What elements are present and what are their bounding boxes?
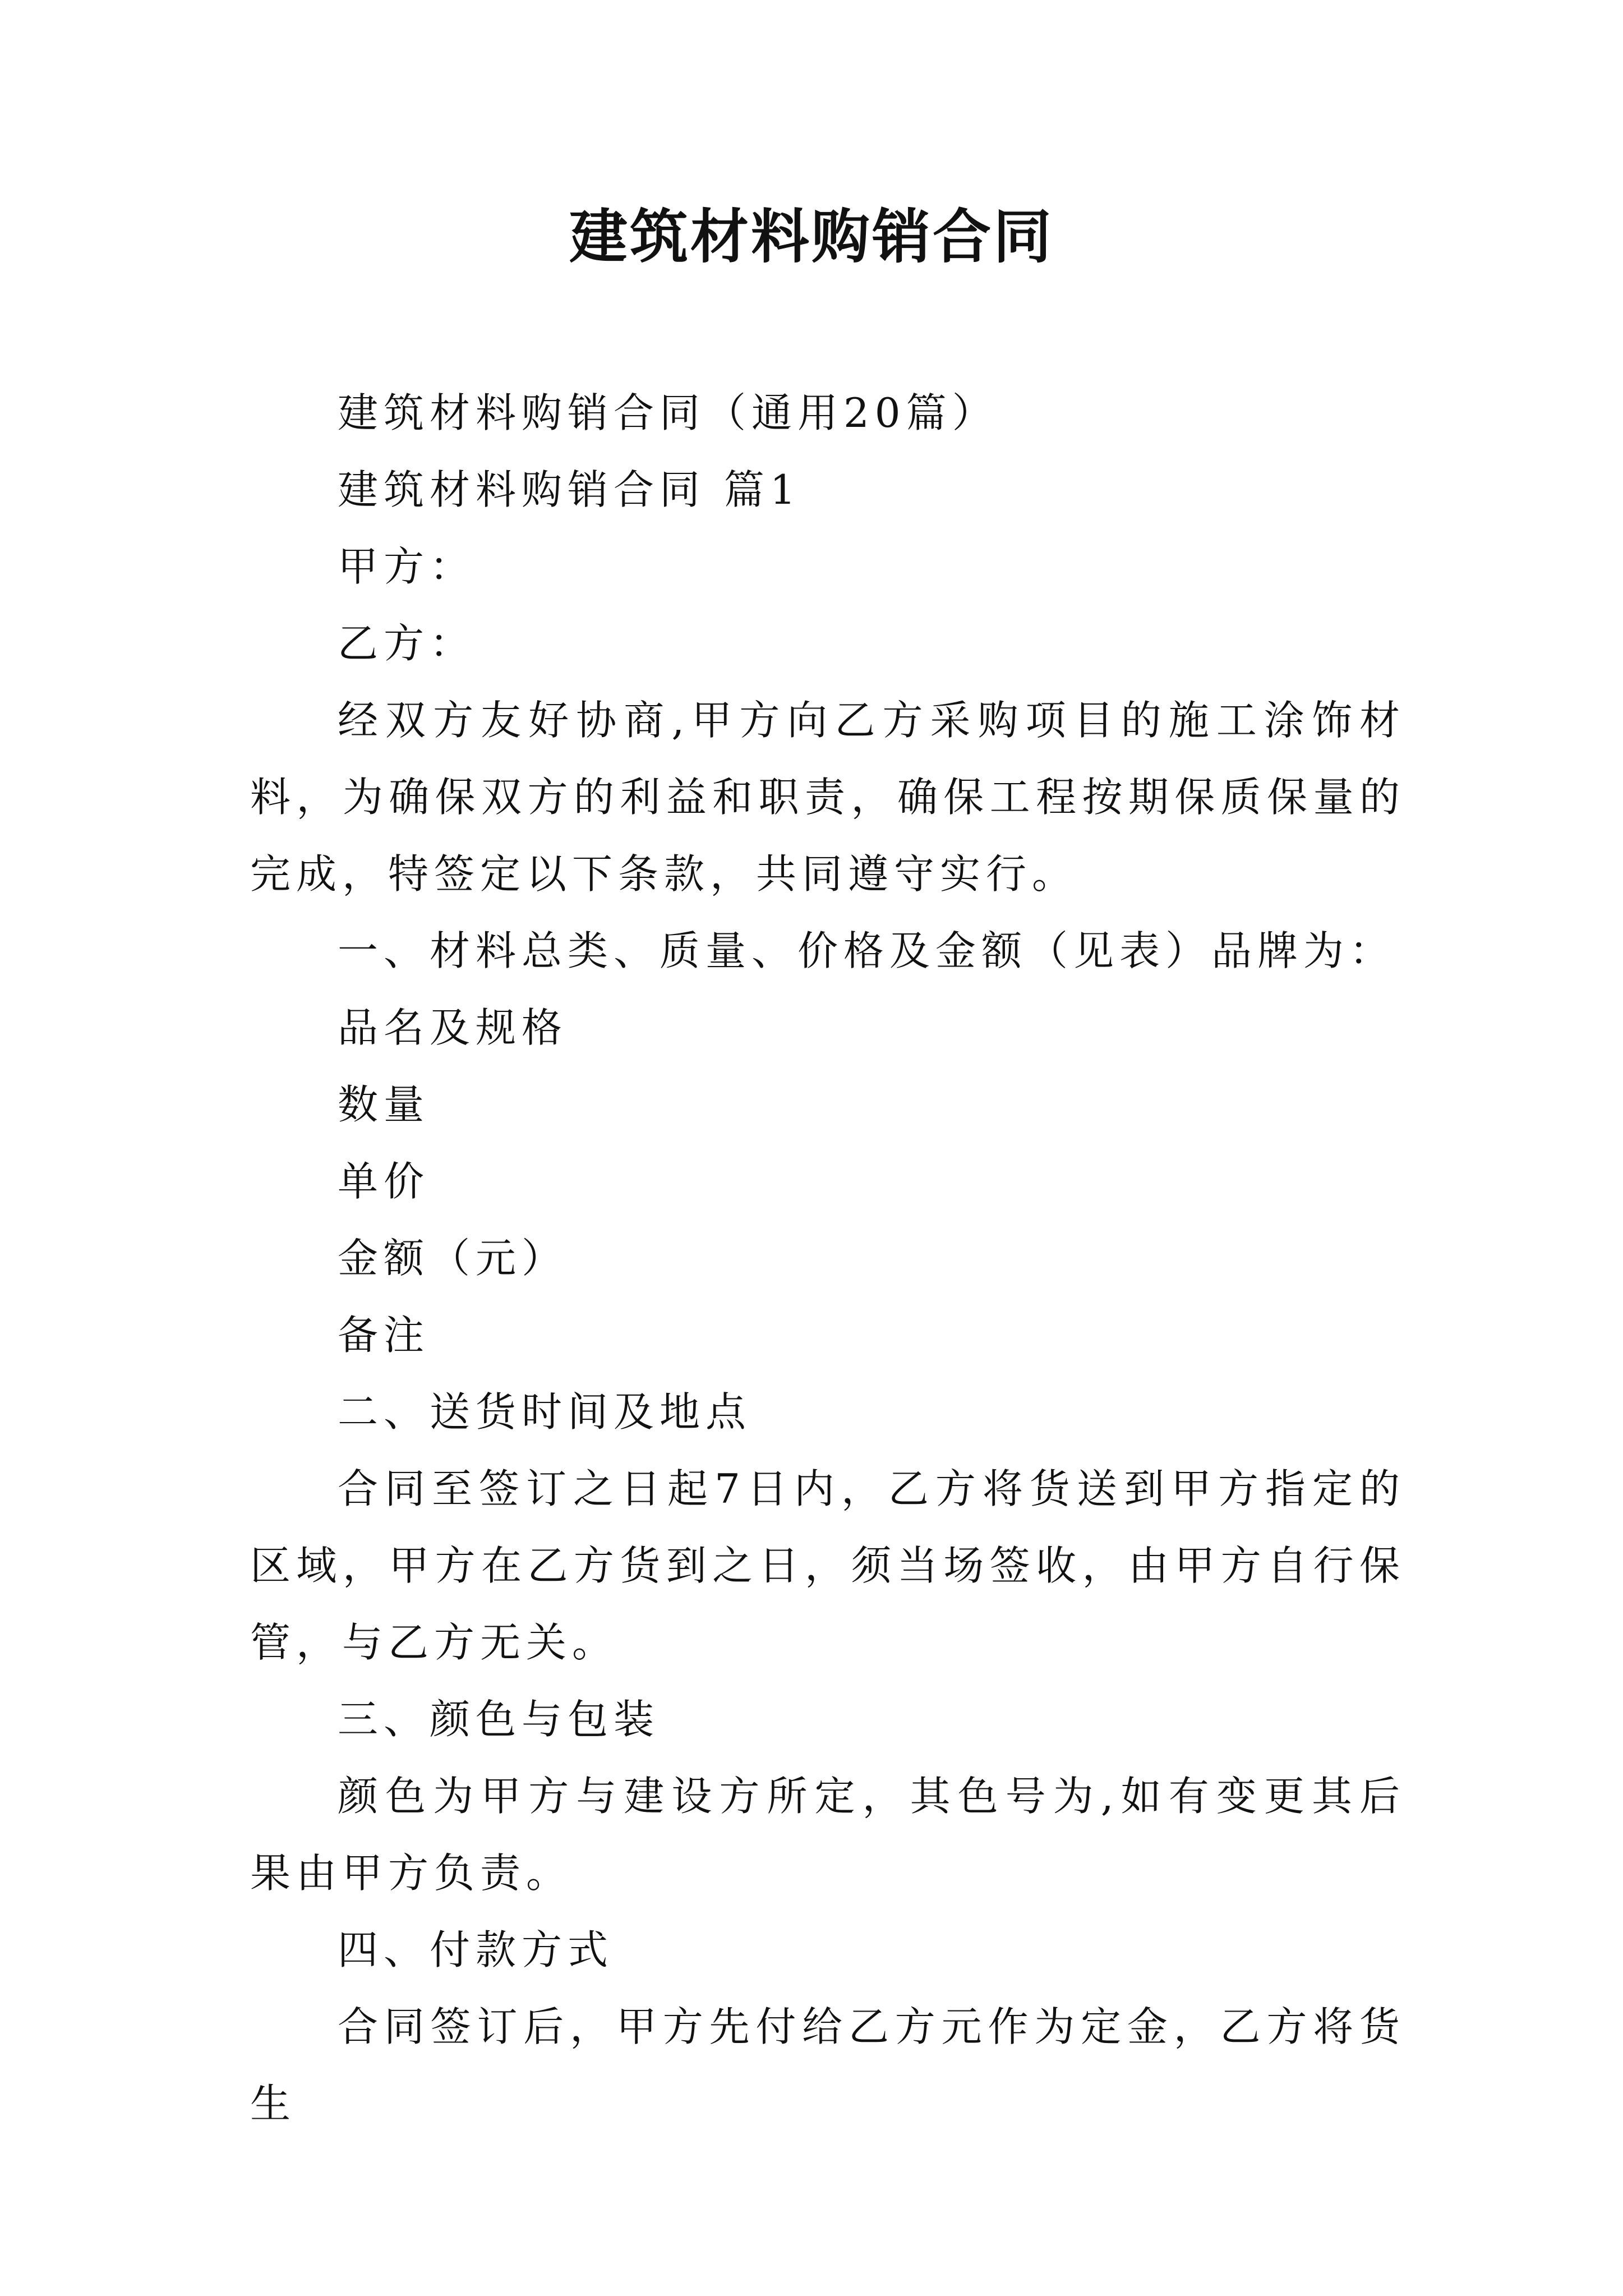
- paragraph-intro: 经双方友好协商,甲方向乙方采购项目的施工涂饰材料，为确保双方的利益和职责，确保工程按期保质保量的完成，特签定以下条款，共同遵守实行。: [250, 697, 1405, 898]
- table-header-amount: 金额（元）: [338, 1235, 568, 1282]
- table-header-name-spec: 品名及规格: [338, 1004, 568, 1051]
- document-body: [250, 375, 1405, 2142]
- section-4-body: 合同签订后，甲方先付给乙方元作为定金，乙方将货生: [250, 2003, 1405, 2127]
- section-3-body: 颜色为甲方与建设方所定，其色号为,如有变更其后果由甲方负责。: [250, 1773, 1405, 1897]
- table-header-remarks: 备注: [338, 1312, 430, 1359]
- section-4-heading: 四、付款方式: [338, 1926, 614, 1973]
- paragraph-party-b: 乙方：: [338, 620, 476, 667]
- section-2-body: 合同至签订之日起7日内，乙方将货送到甲方指定的区域，甲方在乙方货到之日，须当场签收，由甲方自行保管，与乙方无关。: [250, 1465, 1405, 1666]
- paragraph-heading-part-1: 建筑材料购销合同 篇1: [338, 466, 801, 513]
- section-3-heading: 三、颜色与包装: [338, 1696, 660, 1743]
- section-2-heading: 二、送货时间及地点: [338, 1388, 752, 1435]
- paragraph-party-a: 甲方：: [338, 543, 476, 590]
- table-header-unit-price: 单价: [338, 1158, 430, 1205]
- table-header-quantity: 数量: [338, 1081, 430, 1128]
- document-title: 建筑材料购销合同: [569, 202, 1054, 271]
- paragraph-heading-collection: 建筑材料购销合同（通用20篇）: [338, 389, 998, 436]
- section-1-heading: 一、材料总类、质量、价格及金额（见表）品牌为：: [338, 927, 1396, 974]
